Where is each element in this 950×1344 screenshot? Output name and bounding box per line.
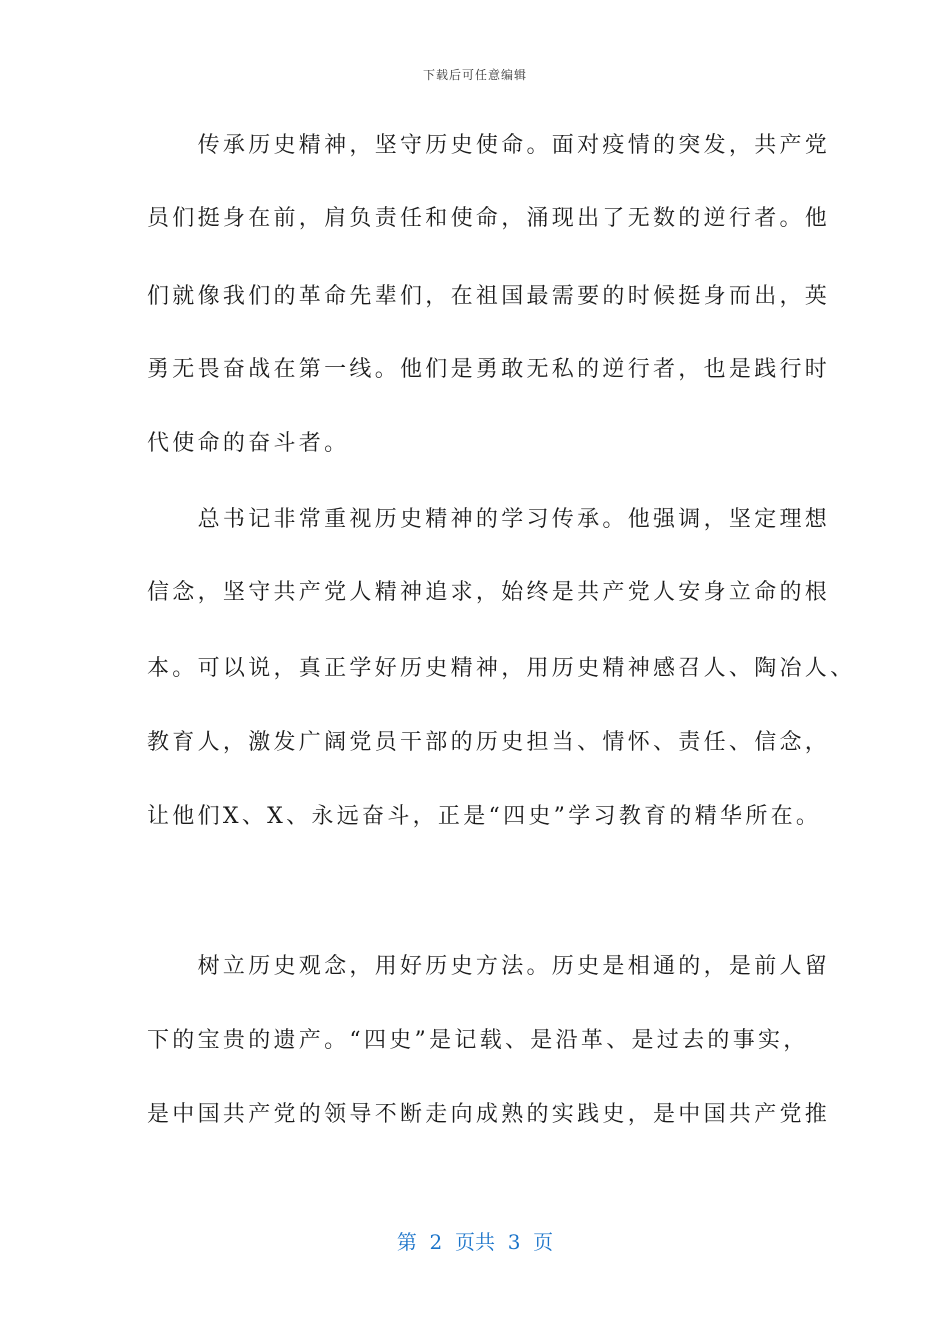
paragraph-3-line-3: 是中国共产党的领导不断走向成熟的实践史，是中国共产党推 xyxy=(147,1102,831,1127)
header-note: 下载后可任意编辑 xyxy=(422,68,527,82)
paragraph-1-line-4: 勇无畏奋战在第一线。他们是勇敢无私的逆行者，也是践行时 xyxy=(147,357,831,382)
paragraph-2-line-4: 教育人，激发广阔党员干部的历史担当、情怀、责任、信念， xyxy=(147,730,831,755)
paragraph-1-line-5: 代使命的奋斗者。 xyxy=(147,431,350,456)
paragraph-2-line-2: 信念，坚守共产党人精神追求，始终是共产党人安身立命的根 xyxy=(147,580,831,605)
paragraph-3-line-2: 下的宝贵的遗产。“四史”是记载、是沿革、是过去的事实， xyxy=(147,1028,809,1053)
paragraph-1-line-1: 传承历史精神，坚守历史使命。面对疫情的突发，共产党 xyxy=(147,133,831,158)
page-number: 第 2 页共 3 页 xyxy=(396,1230,554,1254)
paragraph-2-line-3: 本。可以说，真正学好历史精神，用历史精神感召人、陶冶人、 xyxy=(147,656,856,681)
paragraph-3-line-1: 树立历史观念，用好历史方法。历史是相通的，是前人留 xyxy=(147,954,831,979)
paragraph-1-line-2: 员们挺身在前，肩负责任和使命，涌现出了无数的逆行者。他 xyxy=(147,206,831,231)
paragraph-2-line-5: 让他们X、X、永远奋斗，正是“四史”学习教育的精华所在。 xyxy=(147,804,822,829)
paragraph-2-line-1: 总书记非常重视历史精神的学习传承。他强调，坚定理想 xyxy=(147,507,831,532)
paragraph-1-line-3: 们就像我们的革命先辈们，在祖国最需要的时候挺身而出，英 xyxy=(147,284,831,309)
